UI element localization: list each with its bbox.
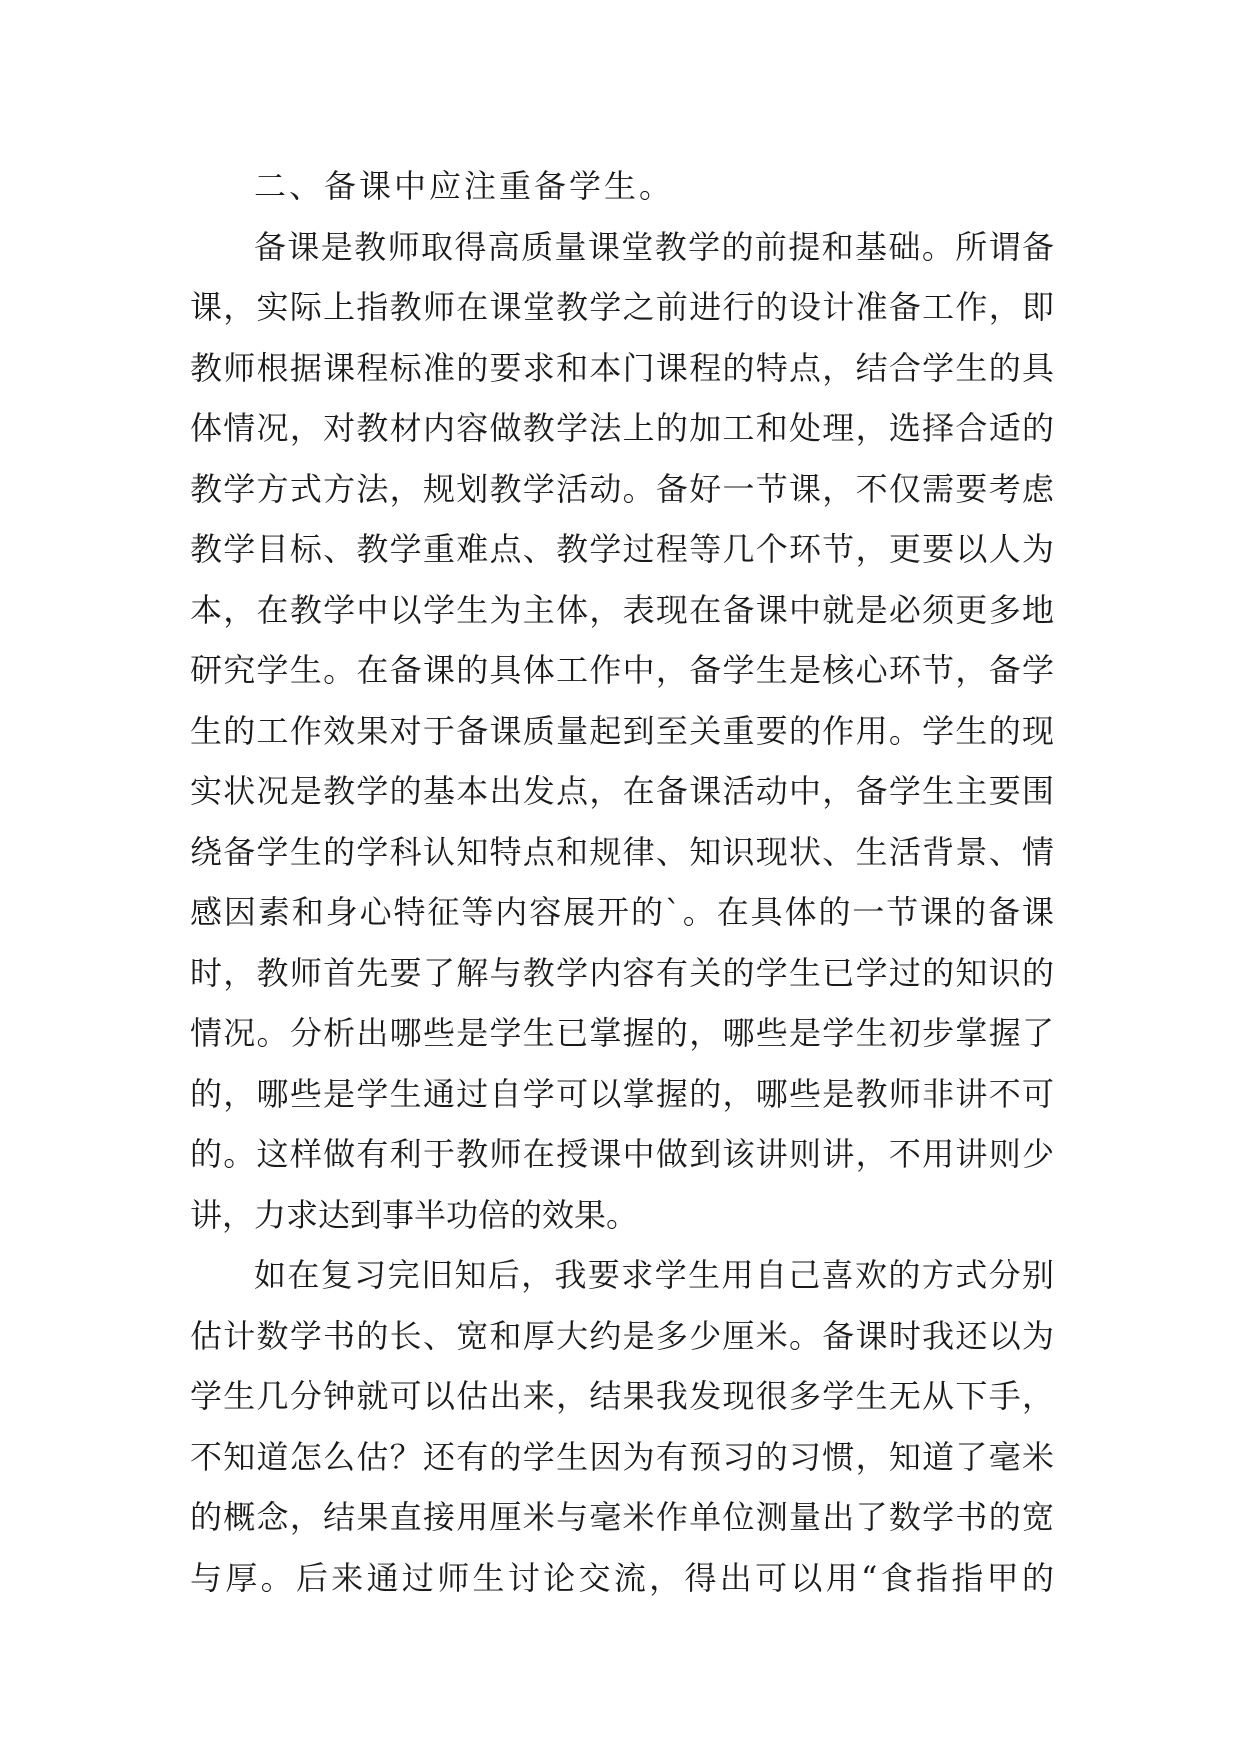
paragraph-line: 讲，力求达到事半功倍的效果。 (190, 1195, 639, 1234)
paragraph-line: 的概念，结果直接用厘米与毫米作单位测量出了数学书的宽 (190, 1498, 1054, 1536)
paragraph-line: 不知道怎么估？还有的学生因为有预习的习惯，知道了毫米 (190, 1437, 1054, 1476)
paragraph-line: 教师根据课程标准的要求和本门课程的特点，结合学生的具 (190, 348, 1054, 387)
body-paragraph-2 (190, 1245, 1054, 1608)
paragraph-line: 情况。分析出哪些是学生已掌握的，哪些是学生初步掌握了 (190, 1014, 1054, 1052)
paragraph-line: 绕备学生的学科认知特点和规律、知识现状、生活背景、情 (190, 832, 1054, 871)
paragraph-line: 备课是教师取得高质量课堂教学的前提和基础。所谓备 (254, 227, 1054, 266)
section-heading-paragraph (190, 156, 1054, 217)
document-body (190, 156, 1054, 1608)
paragraph-line: 如在复习完旧知后，我要求学生用自己喜欢的方式分别 (254, 1256, 1054, 1294)
section-heading: 二、备课中应注重备学生。 (254, 167, 675, 205)
paragraph-line: 本，在教学中以学生为主体，表现在备课中就是必须更多地 (190, 590, 1054, 629)
paragraph-line: 教学目标、教学重难点、教学过程等几个环节，更要以人为 (190, 530, 1054, 568)
paragraph-line: 的。这样做有利于教师在授课中做到该讲则讲，不用讲则少 (190, 1135, 1054, 1173)
paragraph-line: 教学方式方法，规划教学活动。备好一节课，不仅需要考虑 (190, 469, 1054, 508)
paragraph-line: 学生几分钟就可以估出来，结果我发现很多学生无从下手， (190, 1377, 1054, 1415)
paragraph-line: 生的工作效果对于备课质量起到至关重要的作用。学生的现 (190, 711, 1054, 750)
paragraph-line: 体情况，对教材内容做教学法上的加工和处理，选择合适的 (190, 409, 1054, 447)
paragraph-line: 实状况是教学的基本出发点，在备课活动中，备学生主要围 (190, 772, 1054, 810)
paragraph-line: 估计数学书的长、宽和厚大约是多少厘米。备课时我还以为 (190, 1316, 1054, 1355)
body-paragraph-1 (190, 217, 1054, 1246)
paragraph-line: 研究学生。在备课的具体工作中，备学生是核心环节，备学 (190, 651, 1054, 689)
paragraph-line: 与厚。后来通过师生讨论交流，得出可以用“食指指甲的 (190, 1558, 1054, 1597)
paragraph-line: 感因素和身心特征等内容展开的`。在具体的一节课的备课 (190, 893, 1054, 931)
paragraph-line: 时，教师首先要了解与教学内容有关的学生已学过的知识的 (190, 953, 1054, 992)
paragraph-line: 的，哪些是学生通过自学可以掌握的，哪些是教师非讲不可 (190, 1074, 1054, 1113)
paragraph-line: 课，实际上指教师在课堂教学之前进行的设计准备工作，即 (190, 288, 1054, 326)
